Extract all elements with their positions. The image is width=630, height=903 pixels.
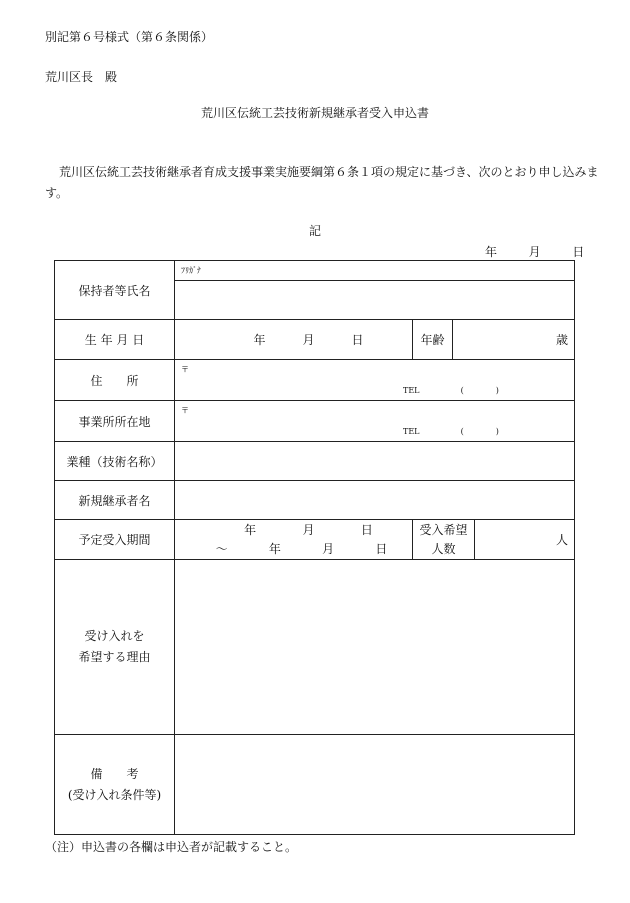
birth-day: 日 [351, 333, 364, 347]
age-label: 年齢 [413, 320, 453, 360]
desired-label-line2: 人数 [431, 541, 456, 556]
period-to-year: 年 [268, 541, 281, 556]
holder-label: 保持者等氏名 [55, 261, 175, 320]
period-from-year: 年 [244, 522, 257, 537]
period-from-day: 日 [360, 522, 373, 537]
successor-label: 新規継承者名 [55, 481, 175, 520]
period-from-month: 月 [302, 522, 315, 537]
address-label: 住 所 [55, 360, 175, 401]
holder-name-field[interactable] [175, 281, 575, 320]
industry-field[interactable] [175, 442, 575, 481]
age-field[interactable] [453, 320, 575, 360]
period-label: 予定受入期間 [55, 520, 175, 560]
birth-year: 年 [253, 333, 266, 347]
remarks-label-line1: 備 考 [90, 766, 139, 781]
desired-label-line1: 受入希望 [419, 522, 468, 537]
remarks-label [55, 735, 175, 835]
address-field[interactable] [175, 360, 575, 401]
address-postal-mark: 〒 [181, 365, 189, 374]
address-tel-label: TEL [403, 386, 420, 395]
successor-field[interactable] [175, 481, 575, 520]
remarks-field[interactable] [175, 735, 575, 835]
period-tilde: ～ [215, 541, 228, 556]
period-to-day: 日 [375, 541, 388, 556]
form-reference: 別記第６号様式（第６条関係） [45, 30, 214, 44]
birth-label: 生 年 月 日 [55, 320, 175, 360]
date-year: 年 [485, 245, 498, 259]
office-field[interactable] [175, 401, 575, 442]
remarks-label-line2: (受け入れ条件等) [67, 787, 162, 802]
furigana-label: ﾌﾘｶﾞﾅ [175, 261, 575, 281]
period-field[interactable] [175, 520, 413, 560]
document-title: 荒川区伝統工芸技術新規継承者受入申込書 [200, 106, 429, 120]
industry-label: 業種（技術名称） [55, 442, 175, 481]
reason-field[interactable] [175, 560, 575, 735]
birth-date-field[interactable] [175, 320, 413, 360]
application-form [54, 260, 575, 835]
office-tel-label: TEL [403, 427, 420, 436]
age-unit: 歳 [556, 333, 569, 347]
reason-label-line1: 受け入れを [84, 629, 145, 643]
footnote: （注）申込書の各欄は申込者が記載すること。 [45, 840, 298, 854]
desired-count-label [413, 520, 475, 560]
desired-unit: 人 [556, 533, 569, 547]
desired-count-field[interactable] [475, 520, 575, 560]
date-day: 日 [572, 245, 585, 259]
date-month: 月 [528, 245, 541, 259]
office-label: 事業所所在地 [55, 401, 175, 442]
period-to-month: 月 [322, 541, 335, 556]
birth-month: 月 [302, 333, 315, 347]
addressee: 荒川区長 殿 [45, 70, 118, 84]
ki-heading: 記 [308, 224, 321, 238]
reason-label [55, 560, 175, 735]
date-line [485, 243, 584, 260]
address-tel-paren: ( ) [460, 386, 499, 395]
office-tel-paren: ( ) [460, 427, 499, 436]
reason-label-line2: 希望する理由 [78, 650, 151, 664]
office-postal-mark: 〒 [181, 406, 189, 415]
body-text: 荒川区伝統工芸技術継承者育成支援事業実施要綱第６条１項の規定に基づき、次のとおり申し込みます。 [45, 165, 599, 200]
